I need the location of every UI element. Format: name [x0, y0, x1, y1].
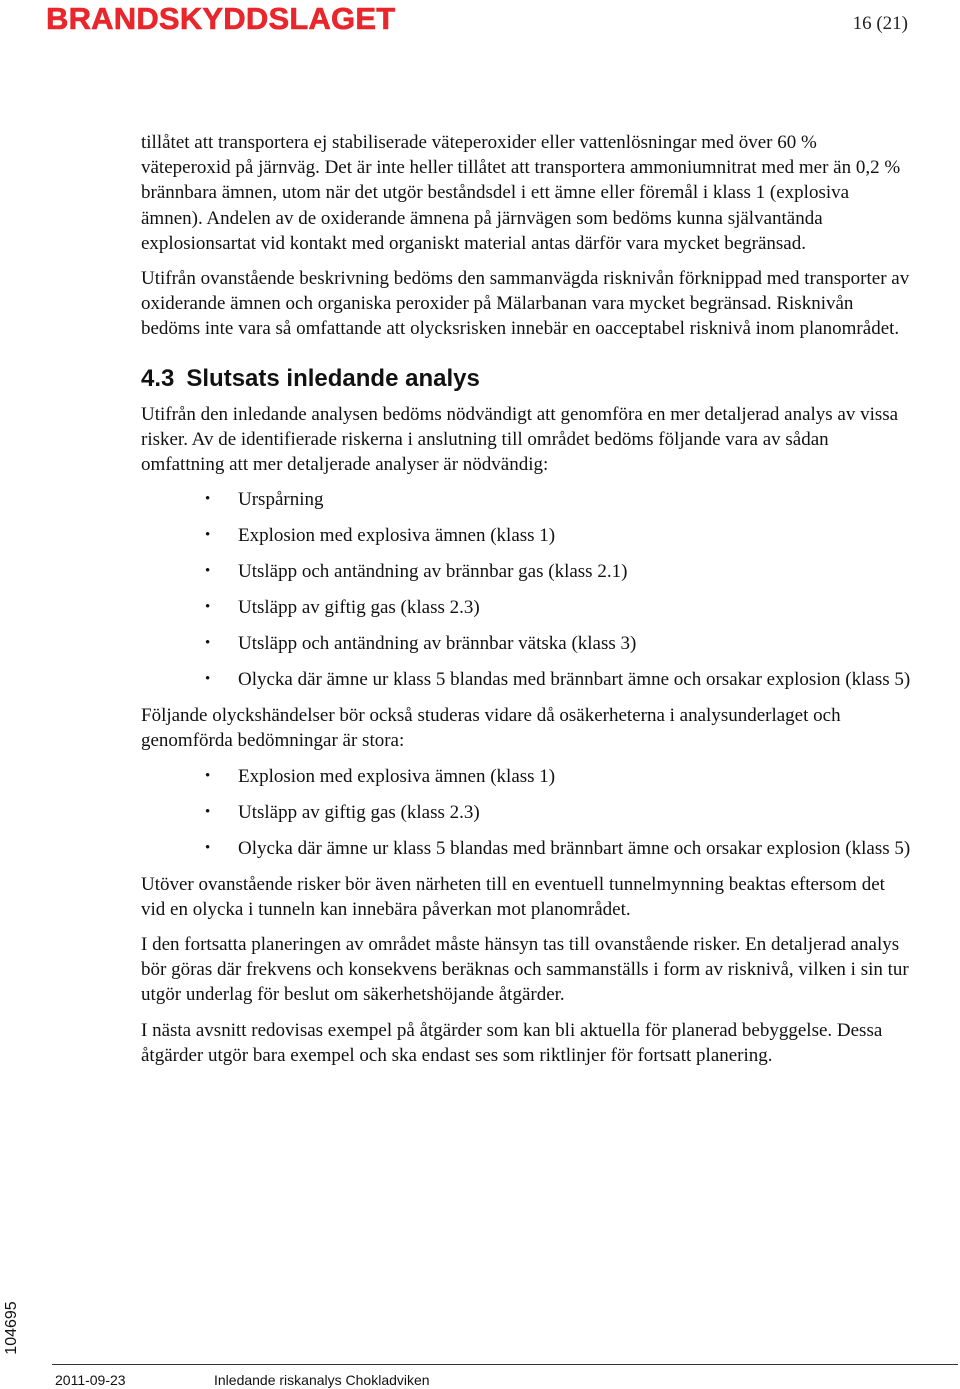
bullet-icon: •	[205, 563, 211, 580]
paragraph: Följande olyckshändelser bör också studeras vidare då osäkerheterna i analysunderlaget och genomförda bedömningar är stora:	[141, 705, 841, 752]
bullet-icon: •	[205, 671, 211, 688]
section-title: Slutsats inledande analys	[186, 364, 480, 392]
list-item: • Explosion med explosiva ämnen (klass 1)	[141, 764, 911, 789]
list-item: • Olycka där ämne ur klass 5 blandas med brännbart ämne och orsakar explosion (klass 5)	[141, 836, 911, 861]
paragraph: tillåtet att transportera ej stabiliserade väteperoxider eller vattenlösningar med över 60 % väteperoxid på järnväg. Det är inte heller tillåtet att transportera ammoniumnitrat med mer än 0,2 % brännbara ämnen, utom när det utgör beståndsdel i ett ämne eller föremål i klass 1 (explosiva ämnen). Andelen av de oxiderande ämnena på järnvägen som bedöms kunna självantända explosionsartat vid kontakt med organiskt material antas därför vara mycket begränsad.	[141, 132, 901, 254]
paragraph: I den fortsatta planeringen av området måste hänsyn tas till ovanstående risker. En detaljerad analys bör göras där frekvens och konsekvens beräknas och sammanställs i form av risknivå, vilken i sin tur utgör underlag för beslut om säkerhetshöjande åtgärder.	[141, 934, 909, 1006]
footer-title: Inledande riskanalys Chokladviken	[214, 1372, 430, 1388]
footer-date: 2011-09-23	[55, 1372, 126, 1388]
bullet-icon: •	[205, 767, 211, 784]
company-logo: BRANDSKYDDSLAGET	[46, 1, 396, 36]
paragraph: Utifrån den inledande analysen bedöms nödvändigt att genomföra en mer detaljerad analys av vissa risker. Av de identifierade riskerna i anslutning till området bedöms följande vara av sådan omfattning att mer detaljerade analyser är nödvändig:	[141, 403, 899, 476]
list-item: • Utsläpp av giftig gas (klass 2.3)	[141, 800, 911, 825]
list-item: • Utsläpp och antändning av brännbar gas (klass 2.1)	[141, 559, 911, 584]
list-item: • Urspårning	[141, 487, 911, 512]
list-item: • Olycka där ämne ur klass 5 blandas med brännbart ämne och orsakar explosion (klass 5)	[141, 667, 911, 692]
section-heading	[141, 364, 911, 394]
bullet-icon: •	[205, 803, 211, 820]
list-item: • Explosion med explosiva ämnen (klass 1)	[141, 523, 911, 548]
paragraph: Utifrån ovanstående beskrivning bedöms den sammanvägda risknivån förknippad med transporter av oxiderande ämnen och organiska peroxider på Mälarbanan vara mycket begränsad. Risknivån bedöms inte vara så omfattande att olycksrisken innebär en oacceptabel risknivå inom planområdet.	[141, 268, 910, 340]
document-body	[141, 130, 911, 1078]
bullet-icon: •	[205, 527, 211, 544]
footer-divider	[52, 1364, 958, 1365]
risk-list-further-study	[141, 764, 911, 861]
bullet-icon: •	[205, 599, 211, 616]
list-item: • Utsläpp av giftig gas (klass 2.3)	[141, 595, 911, 620]
section-number: 4.3	[141, 364, 175, 392]
list-item: • Utsläpp och antändning av brännbar vätska (klass 3)	[141, 631, 911, 656]
bullet-icon: •	[205, 635, 211, 652]
bullet-icon: •	[205, 491, 211, 508]
document-id: 104695	[3, 1301, 20, 1355]
paragraph: Utöver ovanstående risker bör även närheten till en eventuell tunnelmynning beaktas eftersom det vid en olycka i tunneln kan innebära påverkan mot planområdet.	[141, 873, 885, 920]
page-number: 16 (21)	[852, 13, 908, 34]
bullet-icon: •	[205, 839, 211, 856]
risk-list-detailed	[141, 487, 911, 692]
paragraph: I nästa avsnitt redovisas exempel på åtgärder som kan bli aktuella för planerad bebyggelse. Dessa åtgärder utgör bara exempel och ska endast ses som riktlinjer för fortsatt planering.	[141, 1019, 883, 1066]
